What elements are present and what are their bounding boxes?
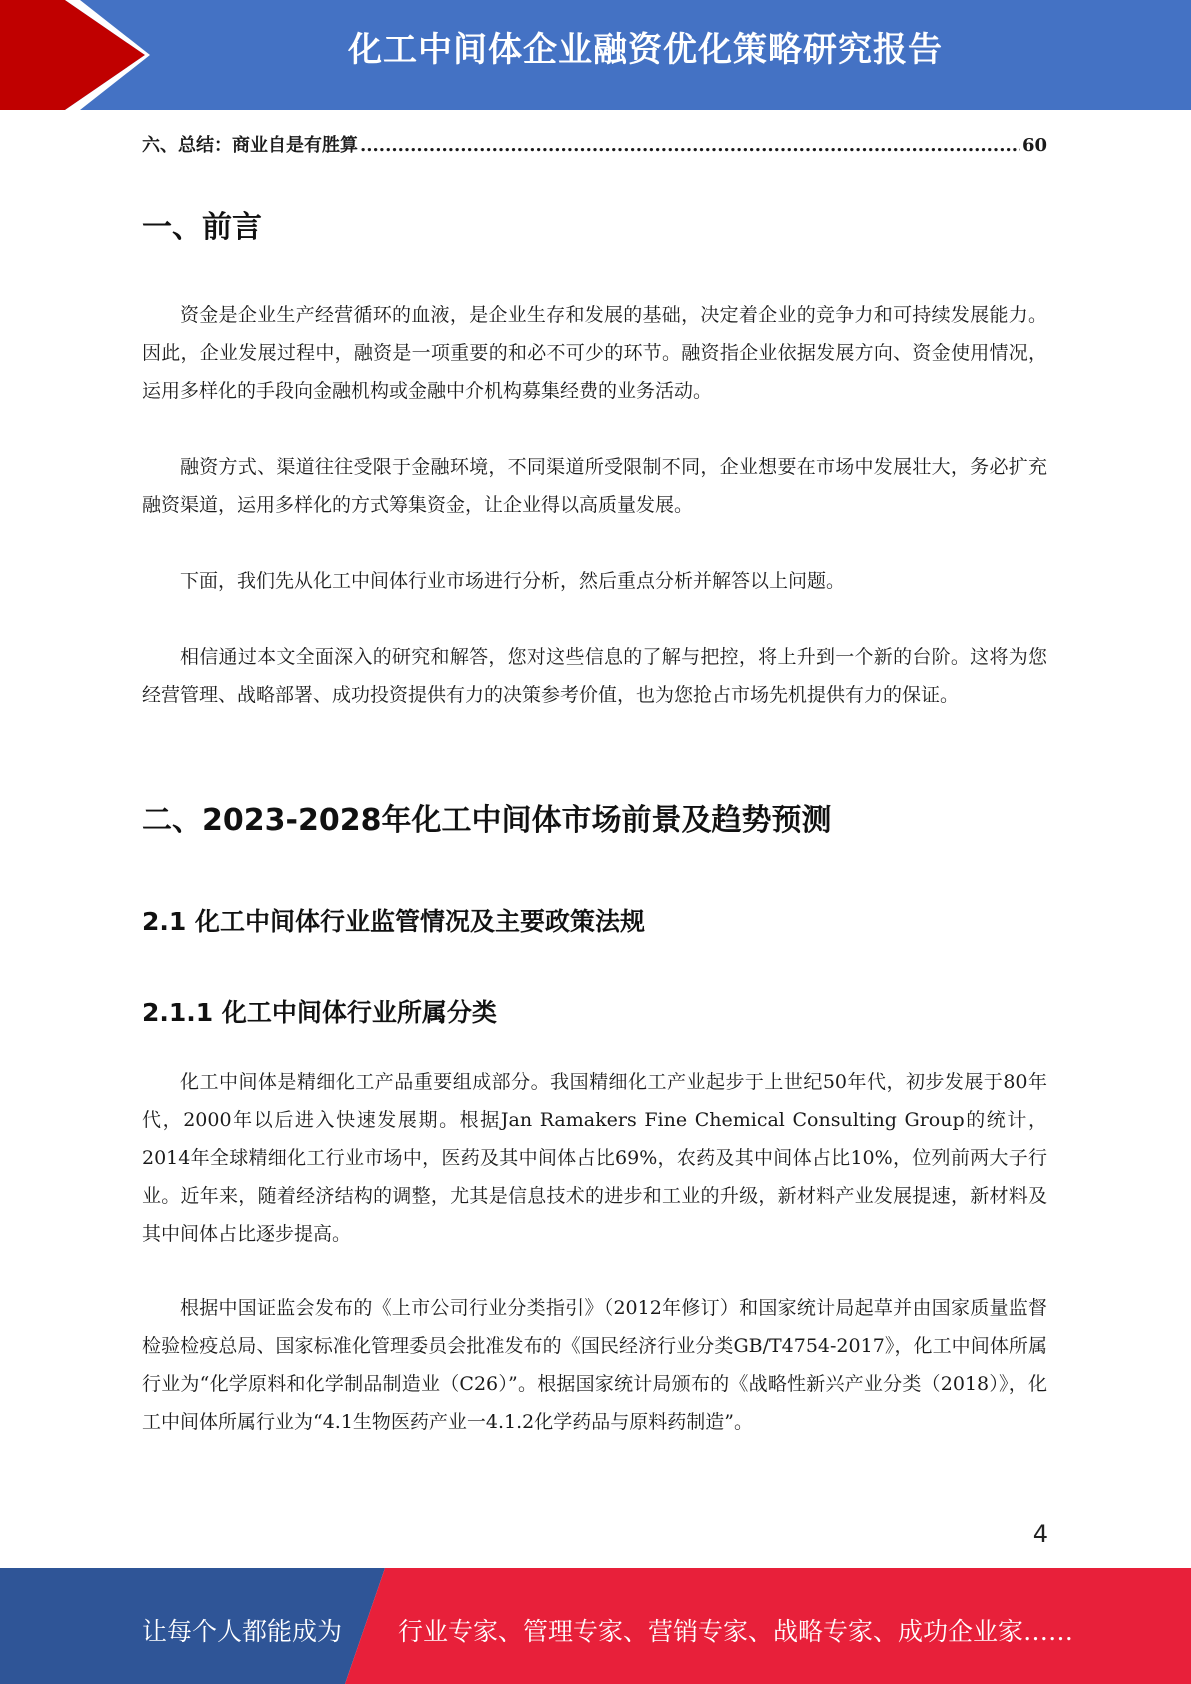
page-header (0, 0, 1191, 110)
toc-entry-page: 60 (1021, 135, 1047, 156)
paragraph: 相信通过本文全面深入的研究和解答，您对这些信息的了解与把控，将上升到一个新的台阶。这将为您经营管理、战略部署、成功投资提供有力的决策参考价值，也为您抢占市场先机提供有力的保证。 (142, 646, 1047, 706)
paragraph: 下面，我们先从化工中间体行业市场进行分析，然后重点分析并解答以上问题。 (180, 570, 846, 592)
footer-slogan-right: 行业专家、管理专家、营销专家、战略专家、成功企业家…… (398, 1617, 1074, 1646)
section-heading-market: 二、2023-2028年化工中间体市场前景及趋势预测 (142, 803, 832, 838)
toc-entry[interactable] (142, 131, 1047, 157)
footer-slogan-left: 让每个人都能成为 (142, 1617, 343, 1646)
paragraph: 化工中间体是精细化工产品重要组成部分。我国精细化工产业起步于上世纪50年代，初步发展于80年代，2000年以后进入快速发展期。根据Jan Ramakers Fine Chemical Consulting Group的统计，2014年全球精细化工行业市场中，医药及其中间体占比69%，农药及其中间体占比10%，位列前两大子行业。近年来，随着经济结构的调整，尤其是信息技术的进步和工业的升级，新材料产业发展提速，新材料及其中间体占比逐步提高。 (142, 1071, 1047, 1245)
report-title: 化工中间体企业融资优化策略研究报告 (348, 30, 943, 70)
paragraph: 资金是企业生产经营循环的血液，是企业生存和发展的基础，决定着企业的竞争力和可持续发展能力。因此，企业发展过程中，融资是一项重要的和必不可少的环节。融资指企业依据发展方向、资金使用情况，运用多样化的手段向金融机构或金融中介机构募集经费的业务活动。 (142, 304, 1047, 402)
toc-leader-dots (360, 135, 1020, 156)
page-number: 4 (1032, 1520, 1048, 1548)
toc-entry-label: 六、总结：商业自是有胜算 (142, 135, 358, 156)
section-heading-preface: 一、前言 (142, 210, 262, 245)
page-footer (0, 1568, 1191, 1684)
subsection-heading: 2.1 化工中间体行业监管情况及主要政策法规 (142, 907, 645, 936)
subsection-heading: 2.1.1 化工中间体行业所属分类 (142, 998, 497, 1027)
paragraph: 融资方式、渠道往往受限于金融环境，不同渠道所受限制不同，企业想要在市场中发展壮大，务必扩充融资渠道，运用多样化的方式筹集资金，让企业得以高质量发展。 (142, 456, 1047, 516)
paragraph: 根据中国证监会发布的《上市公司行业分类指引》（2012年修订）和国家统计局起草并由国家质量监督检验检疫总局、国家标准化管理委员会批准发布的《国民经济行业分类GB/T4754-2017》，化工中间体所属行业为“化学原料和化学制品制造业（C26）”。根据国家统计局颁布的《战略性新兴产业分类（2018）》，化工中间体所属行业为“4.1生物医药产业一4.1.2化学药品与原料药制造”。 (142, 1297, 1047, 1433)
